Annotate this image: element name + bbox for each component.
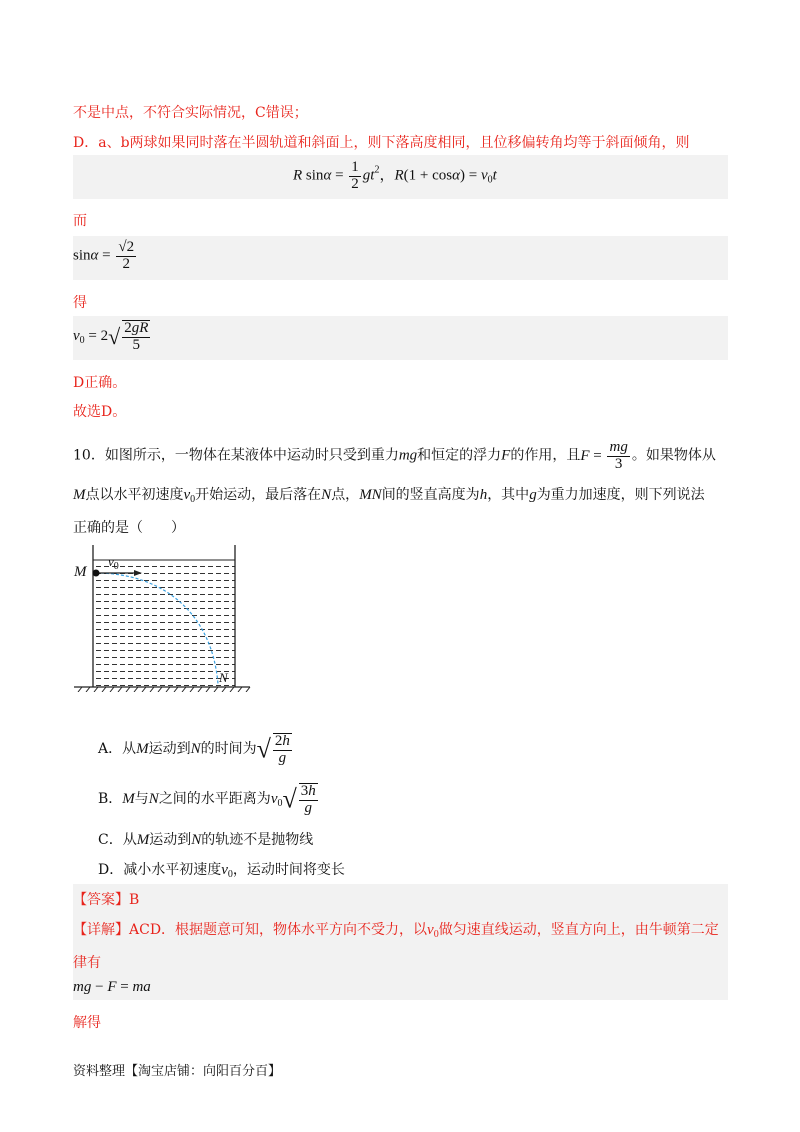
- question-10-line-3: 正确的是（ ）: [73, 520, 185, 536]
- question-number: 10．: [73, 447, 105, 464]
- equation-box-1: [73, 155, 728, 199]
- option-d-text: ，运动时间将变长: [232, 862, 345, 878]
- question-text: ，其中: [487, 487, 530, 503]
- question-text: 点以水平初速度: [85, 487, 184, 503]
- answer-text: 做匀速直线运动，竖直方向上，由牛顿第二定: [438, 922, 719, 938]
- answer-box: [73, 884, 728, 1000]
- option-a-text: A．从: [98, 741, 137, 758]
- answer-detail-line-1: 【详解】ACD．根据题意可知，物体水平方向不受力，以$v_0$做匀速直线运动，竖直方向上，由牛顿第二定: [73, 922, 719, 940]
- equation-1: R sinα = $\frac{1}{2}$ $gt^2$，$R(1 + \cos\alpha) = v_0t$: [293, 159, 497, 192]
- question-10-line-2: M点以水平初速度$v_0$开始运动，最后落在N点，MN间的竖直高度为h，其中g为重力加速度，则下列说法: [73, 487, 705, 505]
- text-line-4: 得: [73, 295, 87, 311]
- option-c: C．从M运动到N的轨迹不是抛物线: [98, 832, 314, 848]
- answer-label: 【答案】B: [73, 892, 140, 908]
- equation-box-3: [73, 316, 728, 360]
- question-text: 为重力加速度，则下列说法: [536, 487, 705, 503]
- option-c-text: 运动到: [149, 832, 192, 848]
- option-c-text: 的轨迹不是抛物线: [201, 832, 314, 848]
- question-text: 点，: [331, 487, 360, 503]
- label-n: N: [219, 670, 228, 685]
- equation-newton: mg − F = ma: [73, 979, 151, 995]
- option-b: B．M与N之间的水平距离为$v_0√$ $\frac{3h}{g}$: [98, 783, 316, 816]
- liquid-container-figure: [72, 542, 257, 696]
- question-text: 的作用，且: [510, 447, 581, 464]
- equation-2: sinα = $\frac{√2}{2}$: [73, 239, 135, 272]
- label-m: M: [74, 564, 87, 580]
- option-b-text: 之间的水平距离为: [158, 791, 271, 808]
- question-10-line-1: 10．如图所示，一物体在某液体中运动时只受到重力mg和恒定的浮力F的作用，且F = $\frac{mg}{3}$ 。如果物体从: [73, 439, 716, 472]
- answer-text: 【详解】ACD．根据题意可知，物体水平方向不受力，以: [73, 922, 428, 938]
- text-line-6: 故选D。: [73, 404, 127, 420]
- option-b-text: 与: [134, 791, 149, 808]
- question-text: 。如果物体从: [631, 447, 716, 464]
- equation-box-2: [73, 236, 728, 280]
- equation-3: $v_0 = 2√$ $\frac{2gR}{5}$: [73, 320, 149, 353]
- text-line-3: 而: [73, 213, 87, 229]
- text-line-2: D．a、b两球如果同时落在半圆轨道和斜面上，则下落高度相同，且位移偏转角均等于斜面倾角，则: [73, 135, 690, 151]
- question-text: 间的竖直高度为: [381, 487, 480, 503]
- option-a: A．从M运动到N的时间为√ $\frac{2h}{g}$: [98, 733, 290, 766]
- question-text: 开始运动，最后落在: [195, 487, 322, 503]
- answer-detail-line-2: 律有: [73, 955, 101, 971]
- footer: 资料整理【淘宝店铺：向阳百分百】: [73, 1064, 282, 1079]
- label-v0: $v_0$: [108, 554, 119, 572]
- text-line-5: D正确。: [73, 375, 127, 391]
- text-line-1: 不是中点，不符合实际情况，C错误；: [73, 105, 308, 121]
- question-text: 和恒定的浮力: [417, 447, 502, 464]
- answer-solve: 解得: [73, 1015, 101, 1031]
- liquid-fill: [93, 560, 235, 686]
- object-dot: [93, 570, 100, 577]
- option-a-text: 的时间为: [200, 741, 257, 758]
- ground-hatching: [78, 687, 250, 692]
- option-c-text: C．从: [98, 832, 137, 848]
- option-d-text: D．减小水平初速度: [98, 862, 222, 878]
- option-b-text: B．: [98, 791, 123, 808]
- question-text: 如图所示，一物体在某液体中运动时只受到重力: [104, 447, 399, 464]
- option-d: D．减小水平初速度$v_0$，运动时间将变长: [98, 862, 345, 880]
- option-a-text: 运动到: [148, 741, 191, 758]
